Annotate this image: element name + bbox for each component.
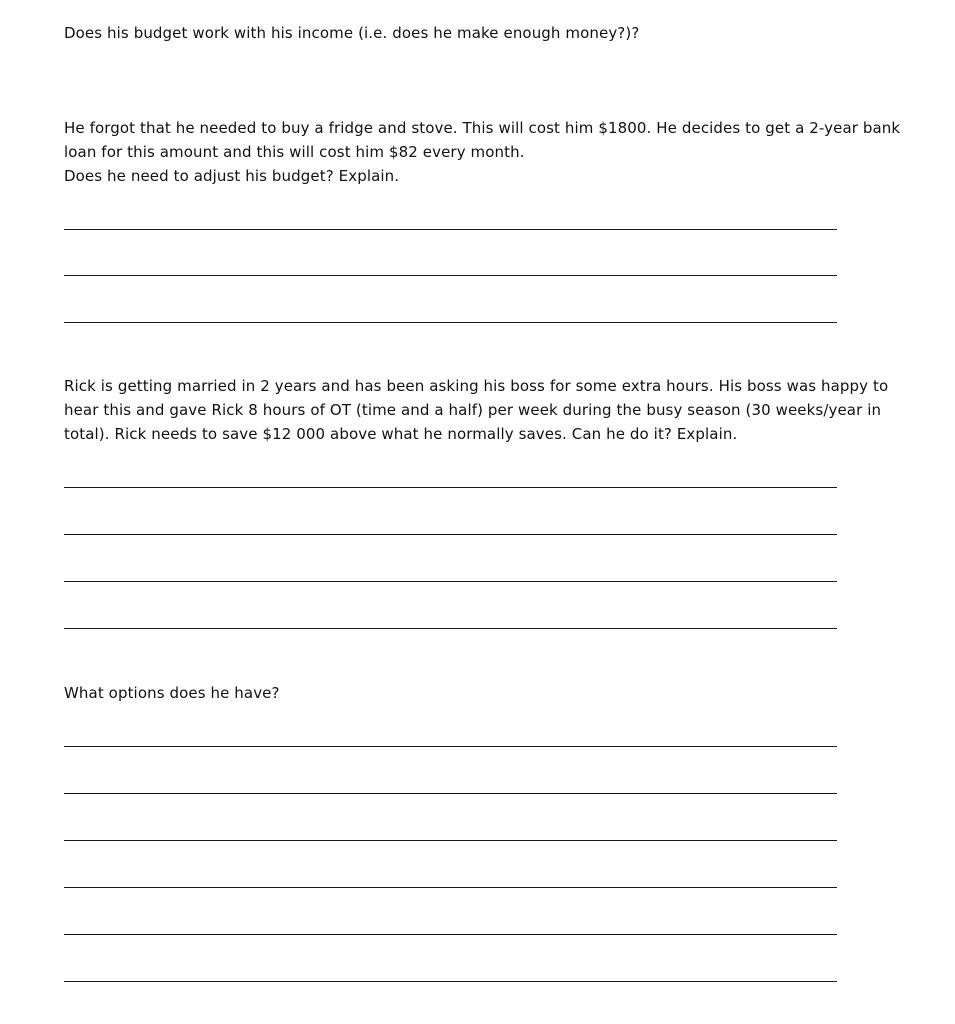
question-text-line: What options does he have? [64, 684, 280, 702]
answer-line[interactable] [64, 487, 837, 488]
answer-line[interactable] [64, 229, 837, 230]
question-text-line: Rick is getting married in 2 years and has been asking his boss for some extra hours. His boss was happy to [64, 377, 889, 395]
answer-line[interactable] [64, 581, 837, 582]
answer-line[interactable] [64, 793, 837, 794]
answer-line[interactable] [64, 887, 837, 888]
question-budget-income [64, 21, 639, 45]
answer-line[interactable] [64, 628, 837, 629]
answer-line[interactable] [64, 981, 837, 982]
answer-line[interactable] [64, 534, 837, 535]
question-text-line: Does his budget work with his income (i.e. does he make enough money?)? [64, 24, 640, 42]
question-text-line: hear this and gave Rick 8 hours of OT (time and a half) per week during the busy season (30 weeks/year in [64, 401, 882, 419]
question-text-line: He forgot that he needed to buy a fridge and stove. This will cost him $1800. He decides to get a 2-year bank [64, 119, 901, 137]
answer-line[interactable] [64, 322, 837, 323]
question-overtime-savings [64, 374, 888, 446]
question-text-line: loan for this amount and this will cost him $82 every month. [64, 143, 525, 161]
question-text-line: Does he need to adjust his budget? Explain. [64, 167, 400, 185]
answer-line[interactable] [64, 746, 837, 747]
question-options [64, 681, 280, 705]
answer-line[interactable] [64, 840, 837, 841]
answer-line[interactable] [64, 275, 837, 276]
question-fridge-stove-loan [64, 116, 900, 188]
question-text-line: total). Rick needs to save $12 000 above what he normally saves. Can he do it? Explain. [64, 425, 738, 443]
answer-line[interactable] [64, 934, 837, 935]
